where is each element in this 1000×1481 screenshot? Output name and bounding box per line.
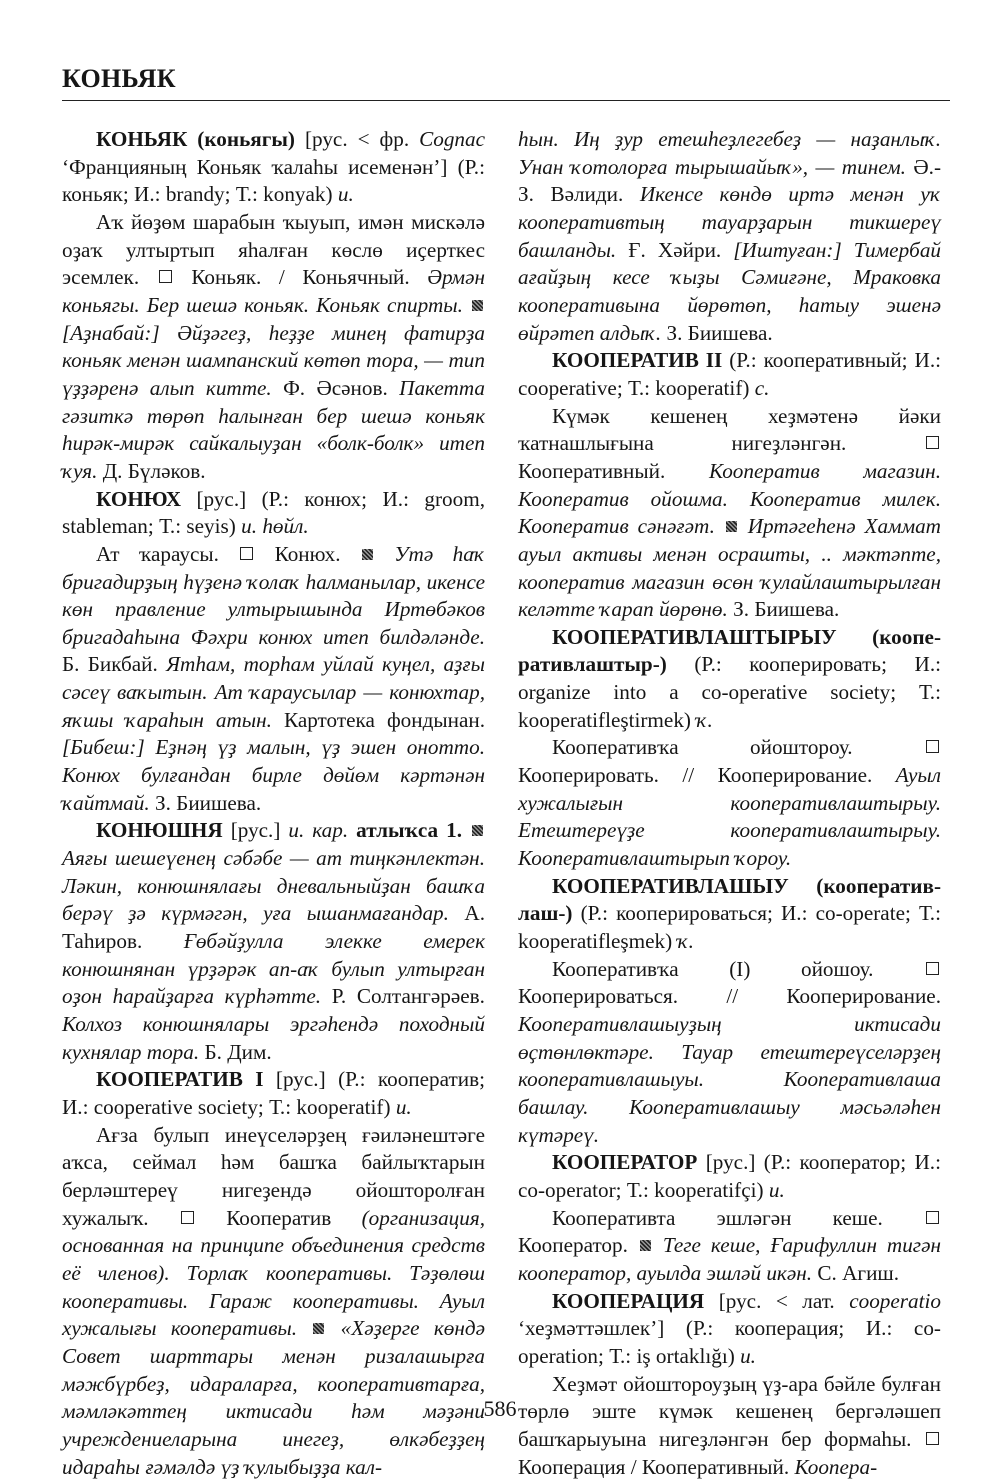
citation: Ятһам, торһам уйлай куңел, аҙғы сәсеү ваҡытын. Ат ҡараусылар — конюхтар, яҡшы ҡараһын атын. [62,652,485,732]
citation-square-icon [313,1323,324,1334]
entry-konyushnya [62,817,485,1066]
left-column [62,126,485,1481]
definition-kooperativlashtyryu [518,734,941,872]
citation-author: З. Биишева. [727,597,840,622]
usage-examples: Торлаҡ кооперативы. Тәҙөлөш кооперативы. Гараж кооперативы. Ауыл хужалығы кооперативы. [62,1260,485,1341]
equivalent-box-icon [926,436,939,449]
headword: КООПЕРАТОР [552,1150,698,1175]
russian-equivalent: Конюх. [255,541,360,566]
equivalent-box-icon [926,740,939,753]
citation-author: Д. Бүләков. [97,458,206,483]
etymon: cooperatio [849,1288,941,1313]
entry-kooperatsiya [518,1288,941,1371]
equivalent-box-icon [240,547,253,560]
citation-square-icon [472,300,483,311]
headword: КООПЕРАТИВ I [96,1067,264,1092]
citation-author: Б. Бикбай. [62,652,167,677]
etymon: Cognac [419,127,486,151]
entry-kooperator [518,1149,941,1204]
entry-kooperativlashyu [518,873,941,956]
right-column [518,126,941,1481]
definition-konyukh [62,541,485,818]
entry-kooperativ-2 [518,347,941,402]
definition-kooperativ-1 [62,1122,485,1481]
russian-equivalent: Кооператив [195,1205,362,1230]
russian-equivalent: Кооперироваться. // Кооперирование. [518,984,941,1009]
definition-text: Кооперативҡа (I) ойошоу. [552,956,874,981]
russian-equivalent: Кооперативный. [518,458,709,483]
citation: Теге кеше, Ғарифуллин тигән кооператор, ауылда эшләй икән. [518,1233,941,1285]
citation: Колхоз конюшнялары эргәһендә походный кухнялар тора. [62,1012,485,1064]
translations: [рус.] (Р.: конюх; И.: groom, stableman; Т.: seyis) [62,486,485,539]
entry-konyukh [62,486,485,541]
citation: Иртәгеһенә Хаммат ауыл активы менән осрашты, .. мәктәпте, кооператив магазин өсөн ҡулайлаштырылған келәтте ҡарап йөрөнө. [518,514,941,622]
citation-square-icon [640,1240,651,1251]
citation-author: Ғ. Хәйри. [616,237,734,262]
etymology: [рус. < лат. [704,1288,850,1313]
citation: Пакетта гәзиткә төрөп һалынған бер шешә коньяк һирәк-мирәк сайкалыуҙан «болк-болк» итеп ҡуя. [62,375,485,483]
entry-kooperativlashtyryu [518,624,941,735]
translations: ‘хеҙмәттәшлек’] (Р.: кооперация; И.: co-operation; Т.: iş ortaklığı) [518,1316,941,1368]
translations: [рус.] (Р.: кооператив; И.: cooperative society; Т.: kooperatif) [62,1067,485,1119]
usage-examples: Кооперативлашыуҙың иктисади өҫтөнлөктәре. Тауар етештереүселәрҙең кооперативлашыуы. Кооперативлаша башлау. Кооперативлашыу мәсьәләһен күтәреү. [518,1012,941,1147]
translations: ‘Францияның Коньяк ҡалаһы исеменән’] (Р.: коньяк; И.: brandy; Т.: konyak) [62,154,485,207]
headword: КОНЮШНЯ [96,818,223,843]
citation: Ғөбәйҙулла элекке емерек конюшнянан үрҙәрәк ап-аҡ булып ултырған оҙон һарайҙарға күрһәтте. [62,929,485,1009]
citation-square-icon [362,549,373,560]
headword: КООПЕРАТИВЛАШТЫРЫУ (кооперативлаштыр-) [518,624,941,677]
citation-square-icon [472,825,483,836]
part-of-speech: и. [740,1343,756,1368]
definition-text: Хеҙмәт ойоштороуҙың үҙ-ара бәйле булған төрлө эште күмәк кешенең бергәләшеп башҡарыуына нигеҙләнгән бер формаһы. [518,1371,941,1451]
grammar-form: (коньягы) [187,127,295,151]
definition-text: Кооперативта эшләгән кеше. [552,1205,883,1230]
citation-continuation [518,126,941,347]
entry-konyak [62,126,485,209]
equivalent-box-icon [926,1211,939,1224]
equivalent-box-icon [159,270,172,283]
translations: [рус.] [222,818,289,843]
part-of-speech: и. [337,182,354,207]
page-number: 586 [483,1396,517,1421]
translations: (Р.: кооперироваться; И.: co-operate; Т.: kooperatifleşmek) [518,901,941,954]
translations: [рус.] (Р.: кооператор; И.: co-operator; Т.: kooperatifçi) [518,1150,941,1202]
headword: КОНЬЯК [96,127,188,151]
definition-text: Күмәк кешенең хеҙмәтенә йәки ҡатнашлығына нигеҙләнгән. [518,403,941,456]
part-of-speech: и. [768,1177,785,1202]
headword: КООПЕРАЦИЯ [552,1288,705,1313]
citation: [Бибеш:] Еҙнәң үҙ малын, үҙ эшен онотто. Конюх булғандан бирле дөйөм кәртәнән ҡайтмай. [62,735,485,815]
citation: Икенсе көндө иртә менән уҡ кооперативтың тауарҙарын тикшереү башланды. [518,182,942,262]
citation: «Хәҙерге көндә Совет шарттары менән ризалашырға мәжбүрбеҙ, идараларға, кооперативтарға, мәмләкәттең иктисади һәм мәҙәни учреждениеларына инегеҙ, өлкәбеҙҙең идараһы ғәмәлдә үҙ ҡулыбыҙҙа кал- [62,1316,485,1479]
header-rule [62,100,950,101]
citation-author: З. Биишева. [149,790,262,815]
part-of-speech: ҡ. [677,929,694,954]
entry-kooperativ-1 [62,1066,485,1121]
definition-text: Аҡ йөҙөм шарабын ҡыуып, имән мискәлә оҙаҡ ултыртып яһалған көслө иҫерткес эсемлек. [62,209,485,290]
citation-author: А. Таһиров. [62,901,485,954]
part-of-speech: и. һөйл. [241,514,309,539]
citation: Аяғы шешеүенең сәбәбе — ат тиңкәнлектән. Ләкин, конюшнялағы дневальныйҙан башҡа берәү ҙә күрмәгән, уға ышанмағандар. [62,846,485,926]
running-head: КОНЬЯК [62,64,176,93]
definition-kooperativlashyu [518,956,941,1150]
part-of-speech: и. [395,1094,412,1119]
definition-text: Кооперативҡа ойоштороу. [552,735,853,760]
usage-examples: Әрмән коньягы. Бер шешә коньяк. Коньяк спирты. [62,265,485,317]
russian-equivalent: Коньяк. / Коньячный. [173,265,428,290]
definition-text: Ат ҡараусы. [96,541,219,566]
definition-kooperator [518,1205,941,1288]
russian-equivalent: Кооперировать. // Кооперирование. [518,763,896,788]
citation-author: Ә.-З. Вәлиди. [518,154,941,207]
equivalent-box-icon [181,1211,194,1224]
part-of-speech: с. [754,375,770,400]
usage-examples: Кооператив магазин. Кооператив ойошма. Кооператив милек. Кооператив сәнәғәт. [518,458,941,539]
citation: [Иштуған:] Тимербай ағайҙың кесе ҡыҙы Сәмиғәне, Мраковка кооперативына йөрөтөп, һатыу эшенә өйрәтеп алдыҡ. [518,237,942,345]
citation: һын. Иң ҙур етешһеҙлегебеҙ — наҙанлыҡ. Унан ҡотолорға тырышайыҡ», — тинем. [518,127,941,179]
headword: КОНЮХ [96,486,182,511]
etymology: [рус. < фр. [294,127,420,151]
translations: (Р.: кооперативный; И.: cooperative; Т.: kooperatif) [518,348,942,400]
definition-konyak [62,209,485,486]
cross-reference: атлыҡса 1. [348,818,462,843]
citation-author: С. Агиш. [812,1260,900,1285]
citation-author: Ф. Әсәнов. [271,375,400,400]
russian-equivalent: Кооперация / Кооперативный. [518,1454,795,1479]
russian-gloss: (организация, основанная на принципе объединения средств её членов). [62,1205,485,1285]
definition-kooperatsiya [518,1371,941,1481]
citation-author: З. Биишева. [661,320,773,345]
citation-author: Картотека фондынан. [271,707,485,732]
definition-text: Ағза булып инеүселәрҙең ғәиләнештәге аҡса, сеймал һәм башҡа байлыҡтарын берләштереү нигеҙендә ойошторолған хужалыҡ. [62,1122,485,1230]
part-of-speech: ҡ. [696,707,713,732]
citation-author: Р. Солтангәрәев. [321,984,485,1009]
citation: [Аҙнабай:] Әйҙәгеҙ, һеҙҙе минең фатирҙа коньяк менән шампанский көтөп тора, — тип үҙҙәренә алып китте. [62,320,485,400]
translations: (Р.: кооперировать; И.: organize into a co-operative society; Т.: kooperatifleştirmek) [518,652,941,732]
part-of-speech: и. кар. [288,818,349,843]
equivalent-box-icon [926,962,939,975]
equivalent-box-icon [926,1432,939,1445]
definition-kooperativ-2 [518,403,941,624]
headword: КООПЕРАТИВЛАШЫУ (кооперативлаш-) [518,873,941,926]
usage-examples: Коопера- [794,1454,878,1479]
usage-examples: Ауыл хужалығын кооперативлаштырыу. Етештереүҙе кооперативлаштырыу. Кооперативлаштырып ҡороу. [518,763,941,871]
headword: КООПЕРАТИВ II [552,348,723,373]
russian-equivalent: Кооператор. [518,1233,638,1258]
citation: Утә һаҡ бригадирҙың һүҙенә ҡолаҡ һалманылар, икенсе көн правление ултырышында Иртөбәков бригадаһына Фәхри конюх итеп билдәләнде. [62,541,485,649]
citation-author: Б. Дим. [199,1039,272,1064]
citation-square-icon [726,521,737,532]
